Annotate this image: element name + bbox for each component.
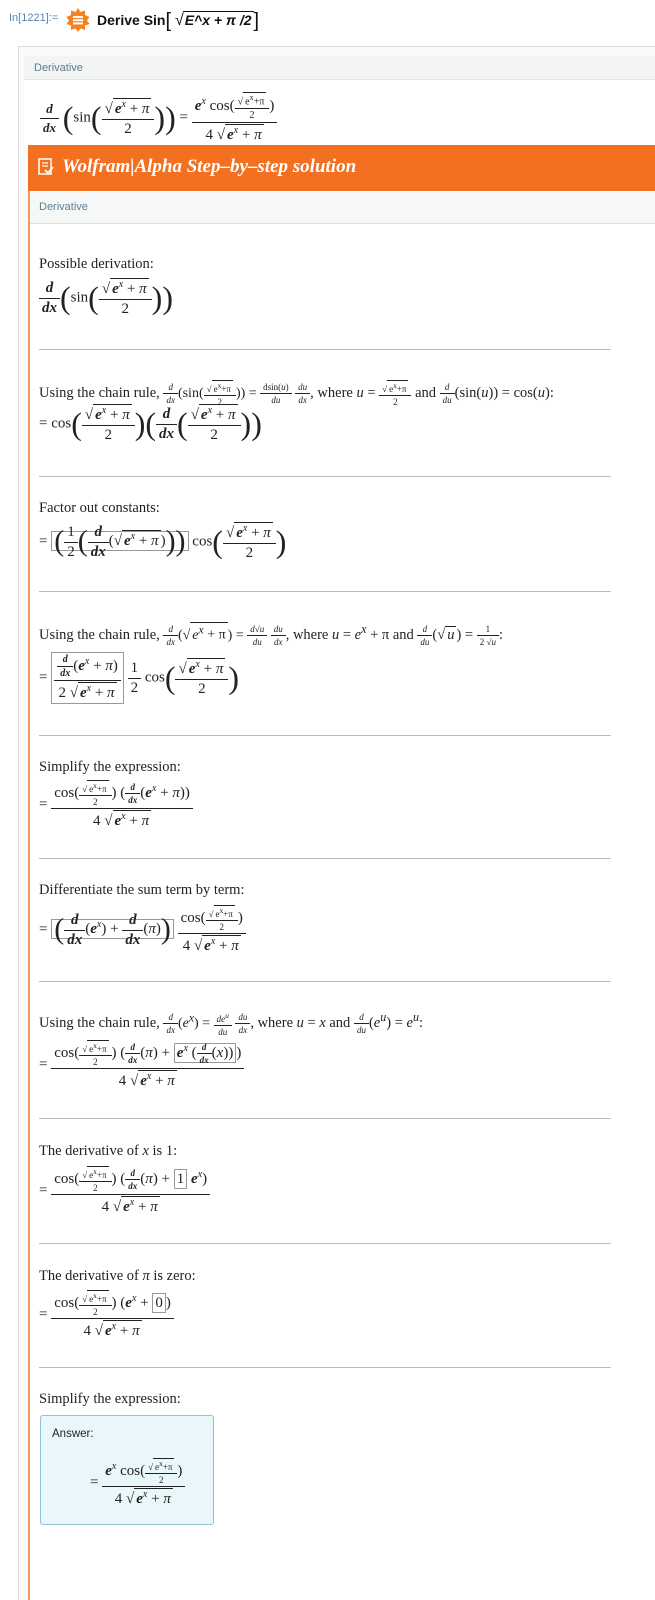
step-9-text: [39, 1268, 196, 1285]
separator: [39, 476, 611, 477]
step-by-step-icon: [38, 158, 54, 176]
step-8-formula: = cos( $\frac{√ e^x+\pi}{2}$ ) ( $\frac{d}{dx}$ (π) + 1 $e^x$) 4 √ $e^x + \pi$: [39, 1166, 210, 1216]
step-7-colon: :: [419, 1014, 424, 1031]
step-3-formula: = ( $\frac{1}{2}$ ( $\frac{d}{dx}$ (√ $e^x + \pi$ ))) cos( $\frac{√ e^x + \pi}{2}$ ): [39, 523, 287, 561]
step-7-text: Using the chain rule, $\frac{d}{dx}$ $(e^x)$ = $\frac{de^u}{du}$ $\frac{du}{dx}$ , where u = x and $\frac{d}{du}$ $(e^u) = e^u$:: [39, 1010, 424, 1037]
step-7-label: Using the chain rule,: [39, 1014, 160, 1031]
step-6-text: Differentiate the sum term by term:: [39, 882, 245, 898]
separator: [39, 1367, 611, 1368]
step-2-label: Using the chain rule,: [39, 384, 160, 401]
separator: [39, 591, 611, 592]
step-9-var: π: [142, 1268, 150, 1284]
step-2-and: and: [415, 384, 437, 401]
step-1-text: Possible derivation:: [39, 256, 154, 272]
result-formula: $\frac{d}{dx}$ (sin( $\frac{√ e^x + \pi}{2}$ )) = $e^x$ cos( $\frac{√ e^x+\pi}{2}$ ) 4 √ $e^x + \pi$: [40, 92, 277, 144]
separator: [39, 349, 611, 350]
separator: [39, 1118, 611, 1119]
answer-formula: = $e^x$ cos( $\frac{√ e^x+\pi}{2}$ ) 4 √ $e^x + \pi$: [90, 1458, 185, 1508]
step-subheader: [30, 192, 655, 224]
step-8-label: The derivative of: [39, 1143, 139, 1159]
step-4-and: and: [392, 626, 414, 643]
step-7-where: , where: [250, 1014, 293, 1031]
step-8-text: [39, 1143, 177, 1160]
step-4-formula: = $\frac{d}{dx}$ $(e^x + \pi)$ 2 √ $e^x + \pi$ $\frac{1}{2}$ cos( $\frac{√ e^x + \pi}{2}$ ): [39, 652, 239, 704]
pod-result: [24, 80, 655, 146]
step-3-text: Factor out constants:: [39, 500, 160, 516]
step-4-colon: :: [498, 626, 503, 643]
step-8-is: is 1:: [152, 1143, 178, 1159]
step-by-step-title: Wolfram|Alpha Step–by–step solution: [62, 156, 357, 177]
step-7-and: and: [329, 1014, 351, 1031]
input-command[interactable]: Derive Sin[ √E^x + π /2 ]: [97, 10, 260, 32]
command-argument: E^x + π /2: [184, 12, 252, 28]
step-2-text: Using the chain rule, $\frac{d}{dx}$ (sin( $\frac{√ e^x+\pi}{2}$ )) = $\frac{dsin(u)}{du}$ $\frac{du}{dx}$ , where u = $\frac{√ e^x+\pi}{2}$ and $\frac{d}{du}$ (sin(u)) = cos(u):: [39, 381, 554, 408]
pod-header: [24, 56, 655, 80]
step-7-formula: = cos( $\frac{√ e^x+\pi}{2}$ ) ( $\frac{d}{dx}$ $(\pi) + e^x$ ( $\frac{d}{dx}$ (x)) ) 4 √ $e^x + \pi$: [39, 1040, 244, 1090]
step-10-text: Simplify the expression:: [39, 1391, 181, 1407]
step-5-formula: = cos( $\frac{√ e^x+\pi}{2}$ ) ( $\frac{d}{dx}$ $(e^x + \pi)$) 4 √ $e^x + \pi$: [39, 780, 193, 830]
command-text: Derive Sin: [97, 12, 166, 28]
step-4-label: Using the chain rule,: [39, 626, 160, 643]
answer-label: Answer:: [52, 1428, 94, 1440]
step-9-is: is zero:: [153, 1268, 196, 1284]
step-1-formula: $\frac{d}{dx}$ (sin( $\frac{√ e^x + \pi}{2}$ )): [39, 278, 173, 318]
step-9-label: The derivative of: [39, 1268, 139, 1284]
wolfram-alpha-icon[interactable]: [66, 8, 90, 32]
step-subheader-title: Derivative: [39, 201, 88, 213]
separator: [39, 981, 611, 982]
separator: [39, 858, 611, 859]
step-2-colon: :: [549, 384, 554, 401]
separator: [39, 1243, 611, 1244]
input-label: In[1221]:=: [9, 12, 59, 24]
step-6-formula: = ( $\frac{d}{dx}$ $(e^x)$ + $\frac{d}{dx}$ (π)) cos( $\frac{√ e^x+\pi}{2}$ ) 4 √ $e^x + \pi$: [39, 905, 246, 955]
step-2-where: , where: [310, 384, 353, 401]
step-5-text: Simplify the expression:: [39, 759, 181, 775]
separator: [39, 735, 611, 736]
step-4-text: Using the chain rule, $\frac{d}{dx}$ (√ $e^x + \pi$ ) = $\frac{d√u}{du}$ $\frac{du}{dx}$ , where $u = e^x + \pi$ and $\frac{d}{du}$ (√ u ) = $\frac{1}{2 √u}$ :: [39, 622, 503, 648]
step-8-var: x: [142, 1143, 149, 1159]
pod-title: Derivative: [34, 62, 83, 74]
step-2-formula: = cos( $\frac{√ e^x + \pi}{2}$ )( $\frac{d}{dx}$ ( $\frac{√ e^x + \pi}{2}$ )): [39, 405, 262, 443]
step-4-where: , where: [285, 626, 329, 643]
step-9-formula: = cos( $\frac{√ e^x+\pi}{2}$ ) ($e^x + 0$ ) 4 √ $e^x + \pi$: [39, 1290, 174, 1340]
